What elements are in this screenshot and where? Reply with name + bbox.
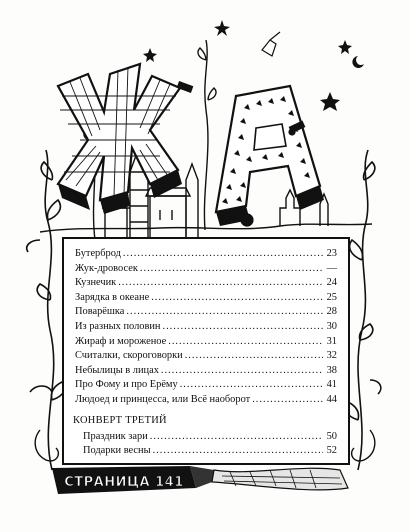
table-of-contents <box>62 237 350 465</box>
toc-entry[interactable]: Праздник зари ..... 50 <box>75 431 337 446</box>
letter-a: А <box>270 182 277 193</box>
toc-entry[interactable]: Зарядка в океане ..... 25 <box>75 292 337 307</box>
toc-entry[interactable]: Жук-дровосек ..... — <box>75 263 337 278</box>
letter-zhe-illustration <box>58 64 182 214</box>
toc-entry[interactable]: Из разных половин ..... 30 <box>75 321 337 336</box>
toc-section-title: КОНВЕРТ ТРЕТИЙ <box>73 414 167 426</box>
toc-entry[interactable]: Бутерброд ..... 23 <box>75 248 337 263</box>
right-vine-decoration <box>345 150 381 470</box>
page-number-banner: СТРАНИЦА 141 <box>64 475 184 490</box>
toc-entry[interactable]: Кузнечик ..... 24 <box>75 277 337 292</box>
left-vine-decoration <box>27 150 65 470</box>
toc-entry[interactable]: Жираф и мороженое ..... 31 <box>75 336 337 351</box>
toc-entry[interactable]: Про Фому и про Ерёму ..... 41 <box>75 379 337 394</box>
toc-entry[interactable]: Небылицы в лицах ..... 38 <box>75 365 337 380</box>
toc-entry[interactable]: Поварёшка ..... 28 <box>75 306 337 321</box>
toc-entry[interactable]: Подарки весны ..... 52 <box>75 445 337 460</box>
toc-entry[interactable]: Людоед и принцесса, или Всё наоборот ..... 44 <box>75 394 337 409</box>
toc-entry[interactable]: Считалки, скороговорки ..... 32 <box>75 350 337 365</box>
letter-a-illustration <box>216 86 324 226</box>
